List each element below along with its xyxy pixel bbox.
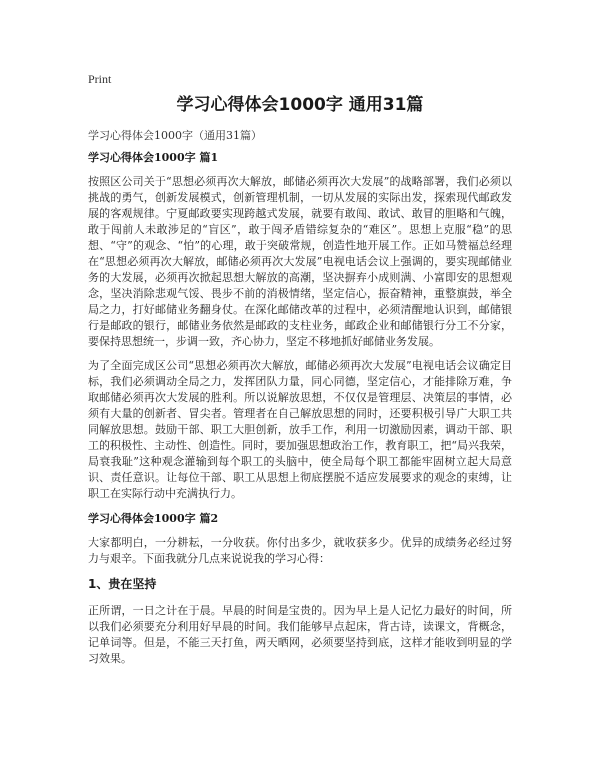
subsection-heading: 1、贵在坚持 xyxy=(88,577,157,591)
paragraph-3: 大家都明白，一分耕耘，一分收获。你付出多少，就收获多少。优异的成绩务必经过努力与艰辛。下面我就分几点来说说我的学习心得： xyxy=(88,536,512,565)
document-subtitle: 学习心得体会1000字（通用31篇） xyxy=(88,129,262,142)
document-title: 学习心得体会1000字 通用31篇 xyxy=(176,95,424,115)
section-heading-2: 学习心得体会1000字 篇2 xyxy=(88,512,219,525)
paragraph-2: 为了全面完成区公司“思想必须再次大解放，邮储必须再次大发展”电视电话会议确定目标，我们必须调动全局之力，发挥团队力量，同心同德，坚定信心，才能排除万难，争取邮储必须再次大发展的胜利。所以说解放思想，不仅仅是管理层、决策层的事情，必须有大量的创新者、冒尖者。管理者在自己解放思想的同时，还要积极引导广大职工共同解放思想。鼓励干部、职工大胆创新，放手工作，利用一切激励因素，调动干部、职工的积极性、主动性、创造性。同时，要加强思想政治工作，教育职工，把“局兴我荣，局衰我耻”这种观念灌输到每个职工的头脑中，使全局每个职工都能牢固树立起大局意识、责任意识。让每位干部、职工从思想上彻底摆脱不适应发展要求的观念的束缚，让职工在实际行动中充满执行力。 xyxy=(88,359,512,500)
paragraph-1: 按照区公司关于“思想必须再次大解放，邮储必须再次大发展”的战略部署，我们必须以挑战的勇气，创新发展模式，创新管理机制，一切从发展的实际出发，探索现代邮政发展的客观规律。宁夏邮政要实现跨越式发展，就要有敢闯、敢试、敢冒的胆略和气魄，敢于闯前人未敢涉足的“盲区”，敢于闯矛盾错综复杂的“难区”。思想上克服“稳”的思想、“守”的观念、“怕”的心理，敢于突破常规，创造性地开展工作。正如马赞福总经理在“思想必须再次大解放，邮储必须再次大发展”电视电话会议上强调的，要实现邮储业务的大发展，必须再次掀起思想大解放的高潮，坚决摒弃小成则满、小富即安的思想观念，坚决消除悲观气馁、畏步不前的消极情绪，坚定信心，振奋精神，重整旗鼓，举全局之力，打好邮储业务翻身仗。在深化邮储改革的过程中，必须清醒地认识到，邮储银行是邮政的银行，邮储业务依然是邮政的支柱业务，邮政企业和邮储银行分工不分家，要保持思想统一，步调一致，齐心协力，坚定不移地抓好邮储业务发展。 xyxy=(88,175,512,348)
print-link[interactable]: Print xyxy=(88,72,112,86)
section-heading-1: 学习心得体会1000字 篇1 xyxy=(88,151,219,164)
paragraph-4: 正所谓，一日之计在于晨。早晨的时间是宝贵的。因为早上是人记忆力最好的时间，所以我们必须要充分利用好早晨的时间。我们能够早点起床，背古诗，读课文，背概念，记单词等。但是，不能三天打鱼，两天晒网，必须要坚持到底，这样才能收到明显的学习效果。 xyxy=(88,604,512,665)
